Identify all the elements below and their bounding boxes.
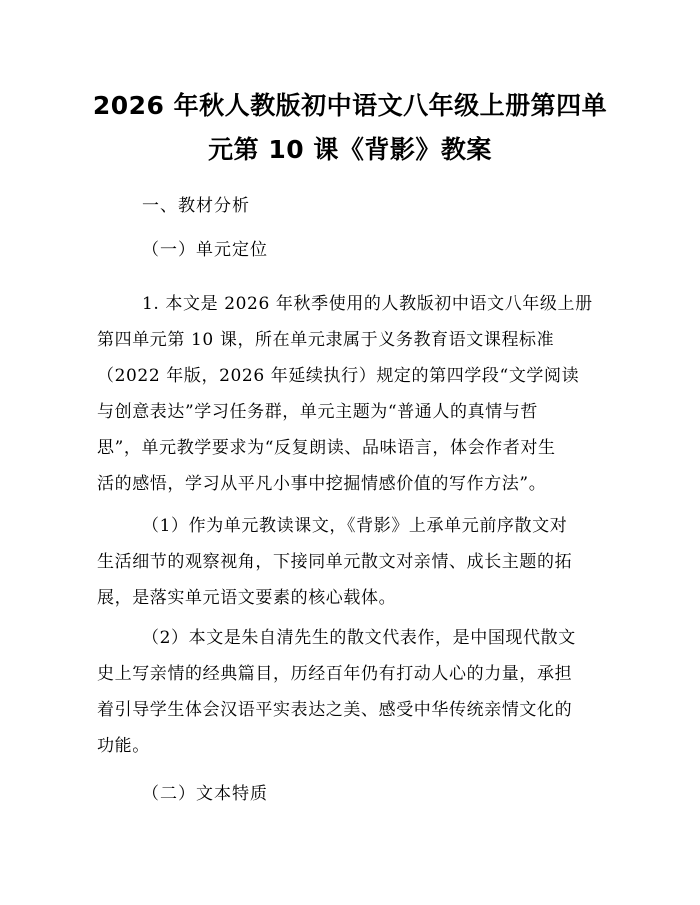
paragraph-line: （1）作为单元教读课文，《背影》上承单元前序散文对 (142, 516, 568, 536)
paragraph-line: 思”，单元教学要求为“反复朗读、品味语言，体会作者对生 (97, 438, 556, 458)
paragraph-line: 生活细节的观察视角，下接同单元散文对亲情、成长主题的拓 (97, 552, 573, 572)
paragraph-line: 展，是落实单元语文要素的核心载体。 (97, 588, 397, 608)
paragraph-line: 史上写亲情的经典篇目，历经百年仍有打动人心的力量，承担 (97, 664, 573, 684)
paragraph-classic-text (97, 620, 607, 764)
paragraph-line: （2022 年版，2026 年延续执行）规定的第四学段“文学阅读 (97, 366, 580, 386)
document-title-line-1: 2026 年秋人教版初中语文八年级上册第四单 (92, 91, 608, 120)
paragraph-line: 着引导学生体会汉语平实表达之美、感受中华传统亲情文化的 (97, 700, 573, 720)
paragraph-line: 功能。 (97, 736, 150, 756)
paragraph-unit-overview (97, 286, 607, 502)
document-title-line-2: 元第 10 课《背影》教案 (208, 135, 492, 164)
paragraph-line: 第四单元第 10 课，所在单元隶属于义务教育语文课程标准 (97, 330, 555, 350)
subsection-heading-unit-positioning: （一）单元定位 (142, 240, 268, 260)
paragraph-line: 活的感悟，学习从平凡小事中挖掘情感价值的写作方法”。 (97, 474, 547, 494)
section-heading-textbook-analysis: 一、教材分析 (142, 196, 250, 216)
paragraph-line: 与创意表达”学习任务群，单元主题为“普通人的真情与哲 (97, 402, 538, 422)
paragraph-teaching-role (97, 508, 607, 616)
subsection-heading-text-features: （二）文本特质 (142, 784, 268, 804)
paragraph-line: （2）本文是朱自清先生的散文代表作，是中国现代散文 (142, 628, 576, 648)
paragraph-line: 1. 本文是 2026 年秋季使用的人教版初中语文八年级上册 (142, 294, 593, 314)
